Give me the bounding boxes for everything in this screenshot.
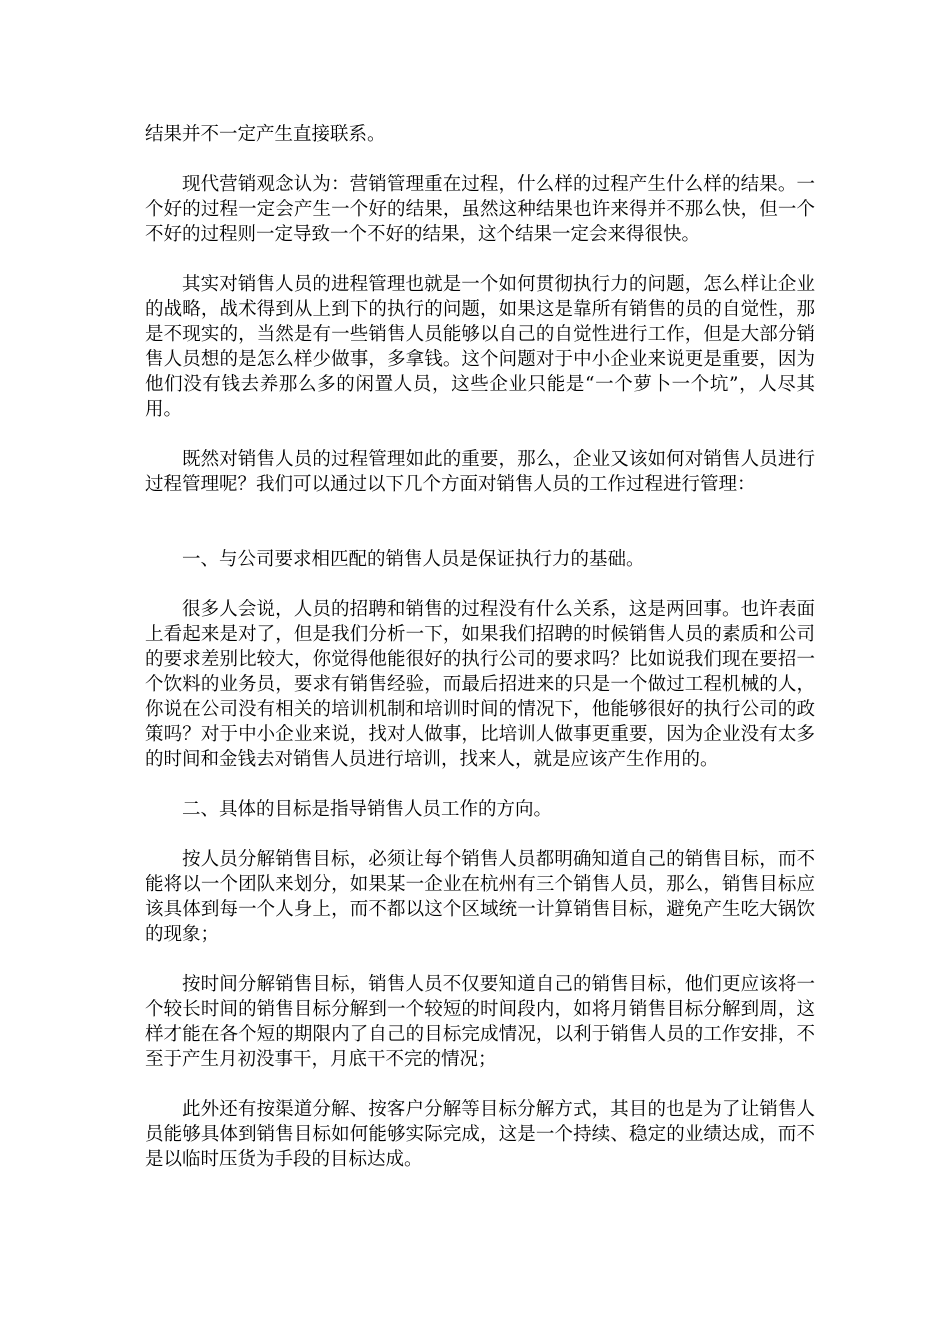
- paragraph: 既然对销售人员的过程管理如此的重要，那么，企业又该如何对销售人员进行过程管理呢？我们可以通过以下几个方面对销售人员的工作过程进行管理：: [145, 449, 815, 495]
- paragraph: 结果并不一定产生直接联系。: [145, 124, 386, 145]
- paragraph: 按人员分解销售目标，必须让每个销售人员都明确知道自己的销售目标，而不能将以一个团队来划分，如果某一企业在杭州有三个销售人员，那么，销售目标应该具体到每一个人身上，而不都以这个区域统一计算销售目标，避免产生吃大锅饮的现象；: [145, 849, 815, 945]
- paragraph: 很多人会说，人员的招聘和销售的过程没有什么关系，这是两回事。也许表面上看起来是对了，但是我们分析一下，如果我们招聘的时候销售人员的素质和公司的要求差别比较大，你觉得他能很好的执行公司的要求吗？比如说我们现在要招一个饮料的业务员，要求有销售经验，而最后招进来的只是一个做过工程机械的人，你说在公司没有相关的培训机制和培训时间的情况下，他能够很好的执行公司的政策吗？对于中小企业来说，找对人做事，比培训人做事更重要，因为企业没有太多的时间和金钱去对销售人员进行培训，找来人，就是应该产生作用的。: [145, 599, 815, 770]
- paragraph: 此外还有按渠道分解、按客户分解等目标分解方式，其目的也是为了让销售人员能够具体到销售目标如何能够实际完成，这是一个持续、稳定的业绩达成，而不是以临时压货为手段的目标达成。: [145, 1099, 815, 1170]
- paragraph: 现代营销观念认为：营销管理重在过程，什么样的过程产生什么样的结果。一个好的过程一定会产生一个好的结果，虽然这种结果也许来得并不那么快，但一个不好的过程则一定导致一个不好的结果，这个结果一定会来得很快。: [145, 174, 815, 245]
- document-body: [145, 122, 815, 1197]
- paragraph: 其实对销售人员的进程管理也就是一个如何贯彻执行力的问题，怎么样让企业的战略，战术得到从上到下的执行的问题，如果这是靠所有销售的员的自觉性，那是不现实的，当然是有一些销售人员能够以自己的自觉性进行工作，但是大部分销售人员想的是怎么样少做事，多拿钱。这个问题对于中小企业来说更是重要，因为他们没有钱去养那么多的闲置人员，这些企业只能是“一个萝卜一个坑”，人尽其用。: [145, 274, 815, 420]
- section-heading: 二、具体的目标是指导销售人员工作的方向。: [182, 799, 553, 820]
- paragraph: 按时间分解销售目标，销售人员不仅要知道自己的销售目标，他们更应该将一个较长时间的销售目标分解到一个较短的时间段内，如将月销售目标分解到周，这样才能在各个短的期限内了自己的目标完成情况，以利于销售人员的工作安排，不至于产生月初没事干，月底干不完的情况；: [145, 974, 815, 1070]
- section-heading: 一、与公司要求相匹配的销售人员是保证执行力的基础。: [182, 549, 645, 570]
